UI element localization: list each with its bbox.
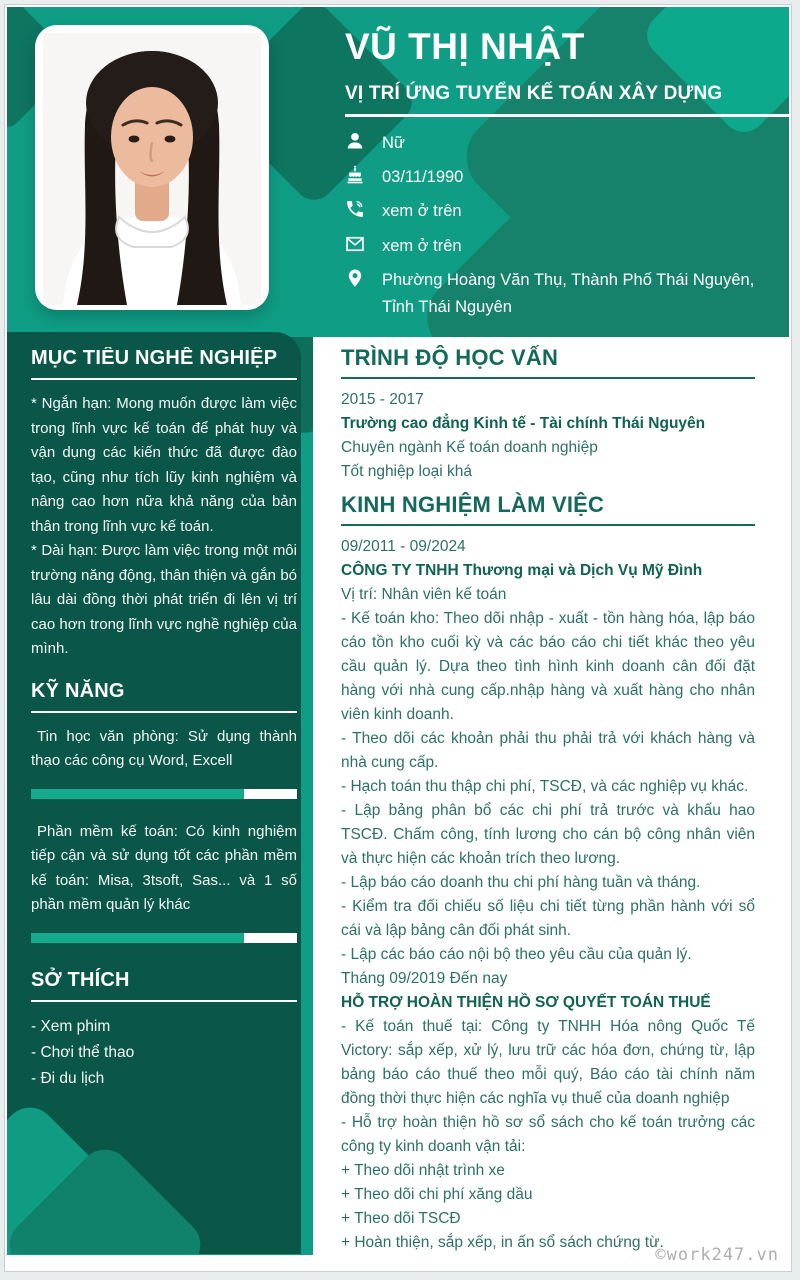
experience-duty: + Theo dõi TSCĐ: [341, 1210, 461, 1227]
contact-row-phone: [345, 194, 789, 228]
experience-duty: - Kiểm tra đối chiếu số liệu chi tiết từng phần hành với sổ cái và lập bảng cân đối phát sinh.: [341, 898, 755, 939]
hobbies-heading: SỞ THÍCH: [31, 969, 297, 1002]
experience-duty: + Hoàn thiện, sắp xếp, in ấn sổ sách chứng từ.: [341, 1234, 664, 1251]
experience-heading: KINH NGHIỆM LÀM VIỆC: [341, 492, 755, 526]
skills-heading: KỸ NĂNG: [31, 680, 297, 713]
education-period: 2015 - 2017: [341, 391, 424, 408]
applied-position: VỊ TRÍ ỨNG TUYỂN KẾ TOÁN XÂY DỰNG: [345, 82, 723, 104]
experience-duty: - Kế toán thuế tại: Công ty TNHH Hóa nông Quốc Tế Victory: sắp xếp, xử lý, lưu trữ các hóa đơn, chứng từ, lập bảng báo cáo thuế theo mỗi quý, Báo cáo tài chính năm đồng thời thực hiện các nghĩa vụ thuế của doanh nghiệp: [341, 1018, 755, 1107]
header-divider: [345, 114, 789, 117]
skill-progress-track: [31, 789, 297, 799]
header: [345, 27, 789, 324]
education-school: Trường cao đẳng Kinh tế - Tài chính Thái Nguyên: [341, 415, 706, 432]
experience-position: Vị trí: Nhân viên kế toán: [341, 586, 507, 603]
location-pin-icon: [345, 267, 367, 288]
contact-list: [345, 126, 789, 324]
objective-paragraph: * Dài hạn: Được làm việc trong một môi trường năng động, thân thiện và gắn bó lâu dài đồng thời phát triển đi lên vị trí cao hơn trong lĩnh vực nghề nghiệp của mình.: [31, 542, 297, 657]
portrait-illustration: [43, 33, 261, 305]
birthday-value: 03/11/1990: [382, 168, 464, 187]
contact-row-email: [345, 229, 789, 263]
experience-duty: + Theo dõi nhật trình xe: [341, 1162, 505, 1179]
phone-value: xem ở trên: [382, 202, 462, 221]
skill-progress-fill: [31, 789, 244, 799]
sidebar: [31, 347, 297, 1247]
address-value: Phường Hoàng Văn Thụ, Thành Phố Thái Nguyên, Tỉnh Thái Nguyên: [382, 271, 755, 316]
experience-duty: - Theo dõi các khoản phải thu phải trả với khách hàng và nhà cung cấp.: [341, 730, 755, 771]
education-detail: Chuyên ngành Kế toán doanh nghiệp: [341, 439, 598, 456]
experience-period: 09/2011 - 09/2024: [341, 538, 466, 555]
contact-row-gender: [345, 126, 789, 160]
birthday-cake-icon: [345, 164, 367, 185]
gender-value: Nữ: [382, 133, 405, 152]
email-value: xem ở trên: [382, 236, 462, 255]
experience-duty: - Lập bảng phân bổ các chi phí trả trước và khấu hao TSCĐ. Chấm công, tính lương cho cán bộ công nhân viên và thực hiện các khoản trích theo lương.: [341, 802, 755, 867]
candidate-name: VŨ THỊ NHẬT: [345, 26, 585, 67]
contact-row-birthday: [345, 160, 789, 194]
skill-progress-track: [31, 933, 297, 943]
skill-item-text: Phần mềm kế toán: Có kinh nghiệm tiếp cận và sử dụng tốt các phần mềm kế toán: Misa, 3tsoft, Sas... và 1 số phần mềm quản lý khác: [31, 822, 297, 913]
spacer: [341, 484, 755, 492]
experience-company: CÔNG TY TNHH Thương mại và Dịch Vụ Mỹ Đình: [341, 562, 703, 579]
email-icon: [345, 233, 367, 254]
gender-person-icon: [345, 130, 367, 151]
skill-progress-fill: [31, 933, 244, 943]
hobby-item: - Đi du lịch: [31, 1069, 105, 1087]
education-detail: Tốt nghiệp loại khá: [341, 463, 472, 480]
objective-heading: MỤC TIÊU NGHỀ NGHIỆP: [31, 347, 297, 380]
profile-photo: [35, 25, 269, 310]
main-column: [341, 345, 755, 1255]
experience-duty: - Hạch toán thu thập chi phí, TSCĐ, và các nghiệp vụ khác.: [341, 778, 749, 795]
watermark: ©work247.vn: [655, 1245, 779, 1265]
contact-row-address: [345, 263, 789, 324]
experience-duty: - Lập báo cáo doanh thu chi phí hàng tuần và tháng.: [341, 874, 701, 891]
skill-item-text: Tin học văn phòng: Sử dụng thành thạo các công cụ Word, Excell: [31, 727, 297, 769]
hobby-item: - Xem phim: [31, 1017, 111, 1035]
cv-sheet: [4, 4, 792, 1272]
experience-duty: + Theo dõi chi phí xăng dầu: [341, 1186, 533, 1203]
experience-duty: - Kế toán kho: Theo dõi nhập - xuất - tồn hàng hóa, lập báo cáo tồn kho cuối kỳ và các báo cáo chi tiết khác theo yêu cầu quản lý. Dựa theo tình hình kinh doanh cân đối đặt hàng với nhà cung cấp.nhập hàng và xuất hàng cho nhân viên kinh doanh.: [341, 610, 755, 723]
hobby-item: - Chơi thể thao: [31, 1043, 135, 1061]
experience-subheading: HỖ TRỢ HOÀN THIỆN HỒ SƠ QUYẾT TOÁN THUẾ: [341, 994, 711, 1011]
experience-duty: - Hỗ trợ hoàn thiện hồ sơ sổ sách cho kế toán trưởng các công ty kinh doanh vận tải:: [341, 1114, 755, 1155]
experience-period-2: Tháng 09/2019 Đến nay: [341, 970, 508, 987]
phone-icon: [345, 198, 367, 219]
experience-duty: - Lập các báo cáo nội bộ theo yêu cầu của quản lý.: [341, 946, 692, 963]
objective-paragraph: * Ngắn hạn: Mong muốn được làm việc trong lĩnh vực kế toán để phát huy và vận dụng các kiến thức đã được đào tạo, cũng như tích lũy kinh nghiệm và nâng cao hơn nữa khả năng của bản thân trong lĩnh vực kế toán.: [31, 395, 297, 535]
education-heading: TRÌNH ĐỘ HỌC VẤN: [341, 345, 755, 379]
